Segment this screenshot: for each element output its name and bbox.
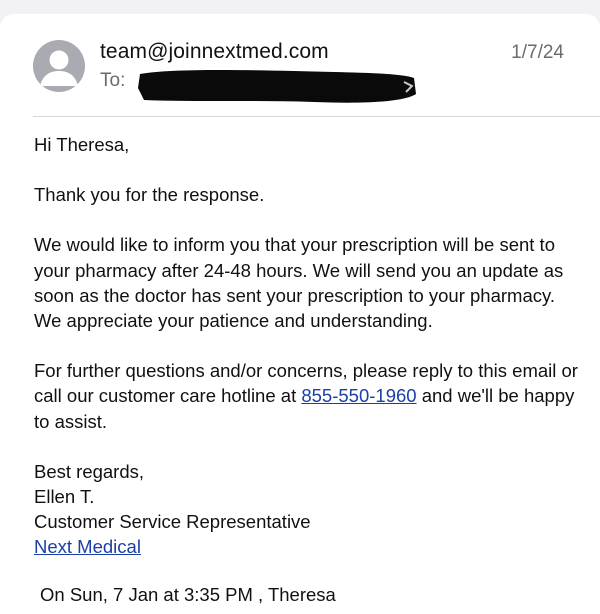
body-paragraph-1: Thank you for the response. bbox=[34, 184, 265, 206]
email-body bbox=[34, 132, 579, 560]
signer-name: Ellen T. bbox=[34, 486, 95, 508]
quoted-message-header[interactable]: On Sun, 7 Jan at 3:35 PM , Theresa bbox=[40, 584, 336, 605]
body-paragraph-2: We would like to inform you that your prescription will be sent to your pharmacy after 24-48 hours. We will send you an update as soon as the doctor has sent your prescription to your pharmacy. We appreciate your patience and understanding. bbox=[34, 234, 564, 332]
sender-avatar[interactable] bbox=[33, 40, 85, 92]
email-view bbox=[0, 14, 600, 614]
signer-title: Customer Service Representative bbox=[34, 511, 311, 533]
body-paragraph-3 bbox=[34, 358, 579, 434]
greeting: Hi Theresa, bbox=[34, 134, 130, 155]
company-link[interactable]: Next Medical bbox=[34, 536, 141, 558]
header-divider bbox=[33, 116, 600, 117]
sender-address[interactable]: team@joinnextmed.com bbox=[100, 40, 329, 63]
email-date: 1/7/24 bbox=[511, 42, 564, 63]
redacted-recipient bbox=[134, 64, 418, 108]
paragraph-3-text-after: and we'll be happy to assist. bbox=[34, 385, 575, 432]
paragraph-3-text-before: For further questions and/or concerns, please reply to this email or call our customer care hotline at bbox=[34, 360, 578, 407]
person-silhouette-icon bbox=[33, 40, 85, 92]
hotline-phone-link[interactable]: 855-550-1960 bbox=[301, 385, 417, 407]
signoff: Best regards, bbox=[34, 460, 145, 482]
to-label: To: bbox=[100, 70, 126, 91]
